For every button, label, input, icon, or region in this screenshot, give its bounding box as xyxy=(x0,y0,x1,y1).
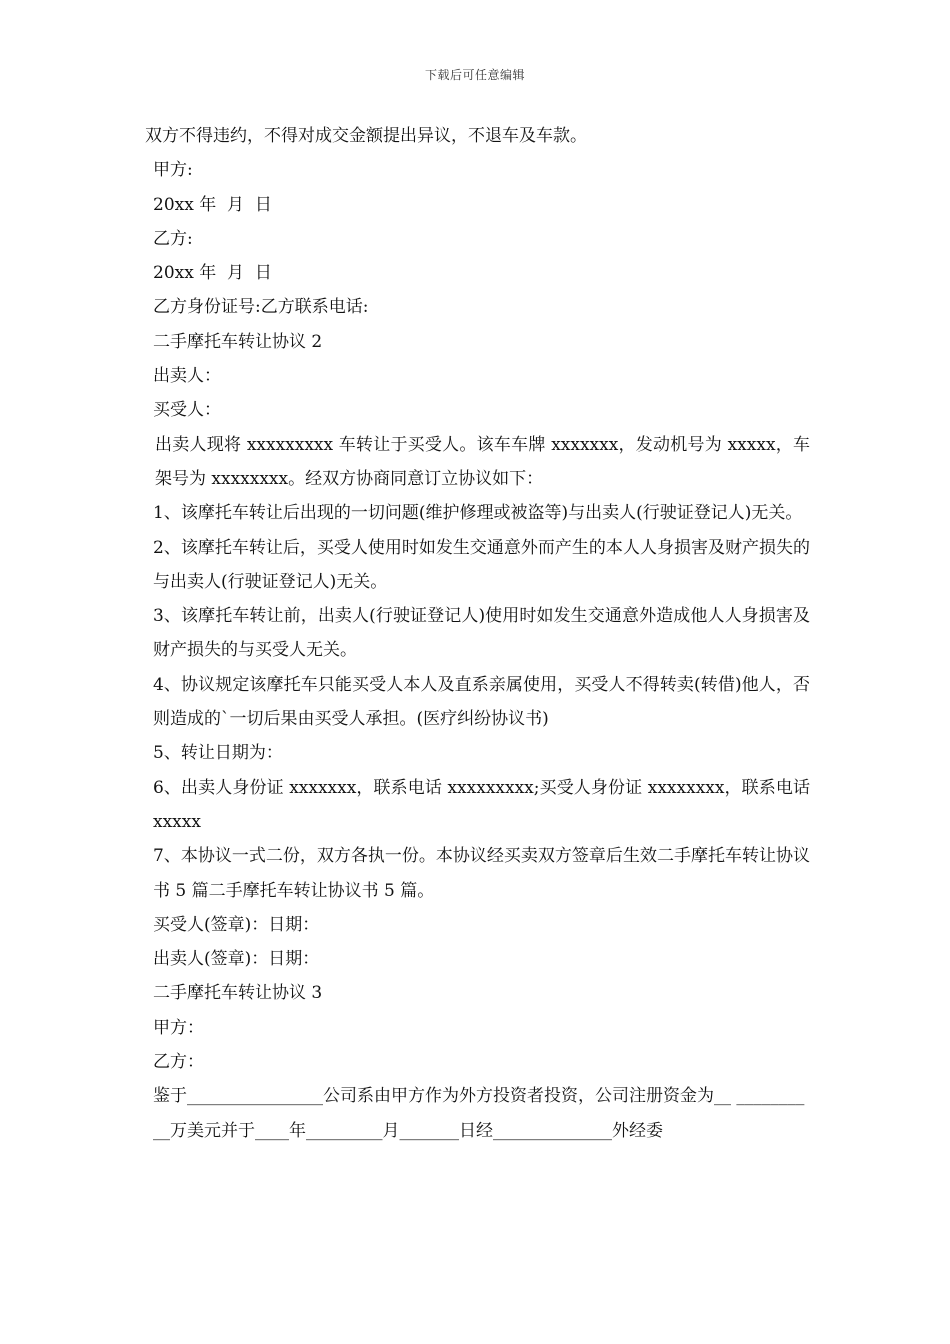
doc-paragraph: 1、该摩托车转让后出现的一切问题(维护修理或被盗等)与出卖人(行驶证登记人)无关。 xyxy=(153,503,803,524)
doc-line: 甲方： xyxy=(153,1017,204,1038)
doc-line: 买受人(签章)：日期： xyxy=(153,914,320,935)
doc-paragraph: 4、协议规定该摩托车只能买受人本人及直系亲属使用，买受人不得转卖(转借)他人，否则造成的`一切后果由买受人承担。(医疗纠纷协议书) xyxy=(153,674,810,730)
doc-line: 乙方： xyxy=(153,1052,204,1073)
doc-line: 出卖人(签章)：日期： xyxy=(153,949,320,970)
doc-paragraph: 6、出卖人身份证 xxxxxxx，联系电话 xxxxxxxxx;买受人身份证 xxxxxxxx，联系电话 xxxxx xyxy=(153,777,816,832)
doc-line: 5、转让日期为： xyxy=(153,743,283,764)
doc-paragraph: 鉴于________________公司系由甲方作为外方投资者投资，公司注册资金为__ __________万美元并于____年_________月_______日经______________外经委 xyxy=(153,1086,805,1141)
page-header-note: 下载后可任意编辑 xyxy=(424,68,525,82)
doc-line: 买受人： xyxy=(153,400,221,421)
doc-line: 20xx 年 月 日 xyxy=(153,263,272,284)
doc-line: 二手摩托车转让协议 2 xyxy=(153,331,323,352)
doc-line: 出卖人： xyxy=(153,366,221,387)
doc-paragraph: 3、该摩托车转让前，出卖人(行驶证登记人)使用时如发生交通意外造成他人人身损害及财产损失的与买受人无关。 xyxy=(153,606,810,661)
doc-paragraph: 2、该摩托车转让后，买受人使用时如发生交通意外而产生的本人人身损害及财产损失的与出卖人(行驶证登记人)无关。 xyxy=(153,537,810,592)
doc-line: 双方不得违约，不得对成交金额提出异议，不退车及车款。 xyxy=(145,126,587,146)
document-body xyxy=(145,119,816,1148)
doc-line: 乙方身份证号:乙方联系电话: xyxy=(153,297,369,318)
doc-line: 二手摩托车转让协议 3 xyxy=(153,983,323,1004)
doc-line: 甲方: xyxy=(153,160,193,181)
doc-paragraph: 出卖人现将 xxxxxxxxx 车转让于买受人。该车车牌 xxxxxxx，发动机号为 xxxxx，车架号为 xxxxxxxx。经双方协商同意订立协议如下： xyxy=(155,434,810,489)
doc-line: 20xx 年 月 日 xyxy=(153,194,272,215)
doc-line: 乙方: xyxy=(153,228,193,249)
doc-paragraph: 7、本协议一式二份，双方各执一份。本协议经买卖双方签章后生效二手摩托车转让协议书 5 篇二手摩托车转让协议书 5 篇。 xyxy=(153,846,810,901)
